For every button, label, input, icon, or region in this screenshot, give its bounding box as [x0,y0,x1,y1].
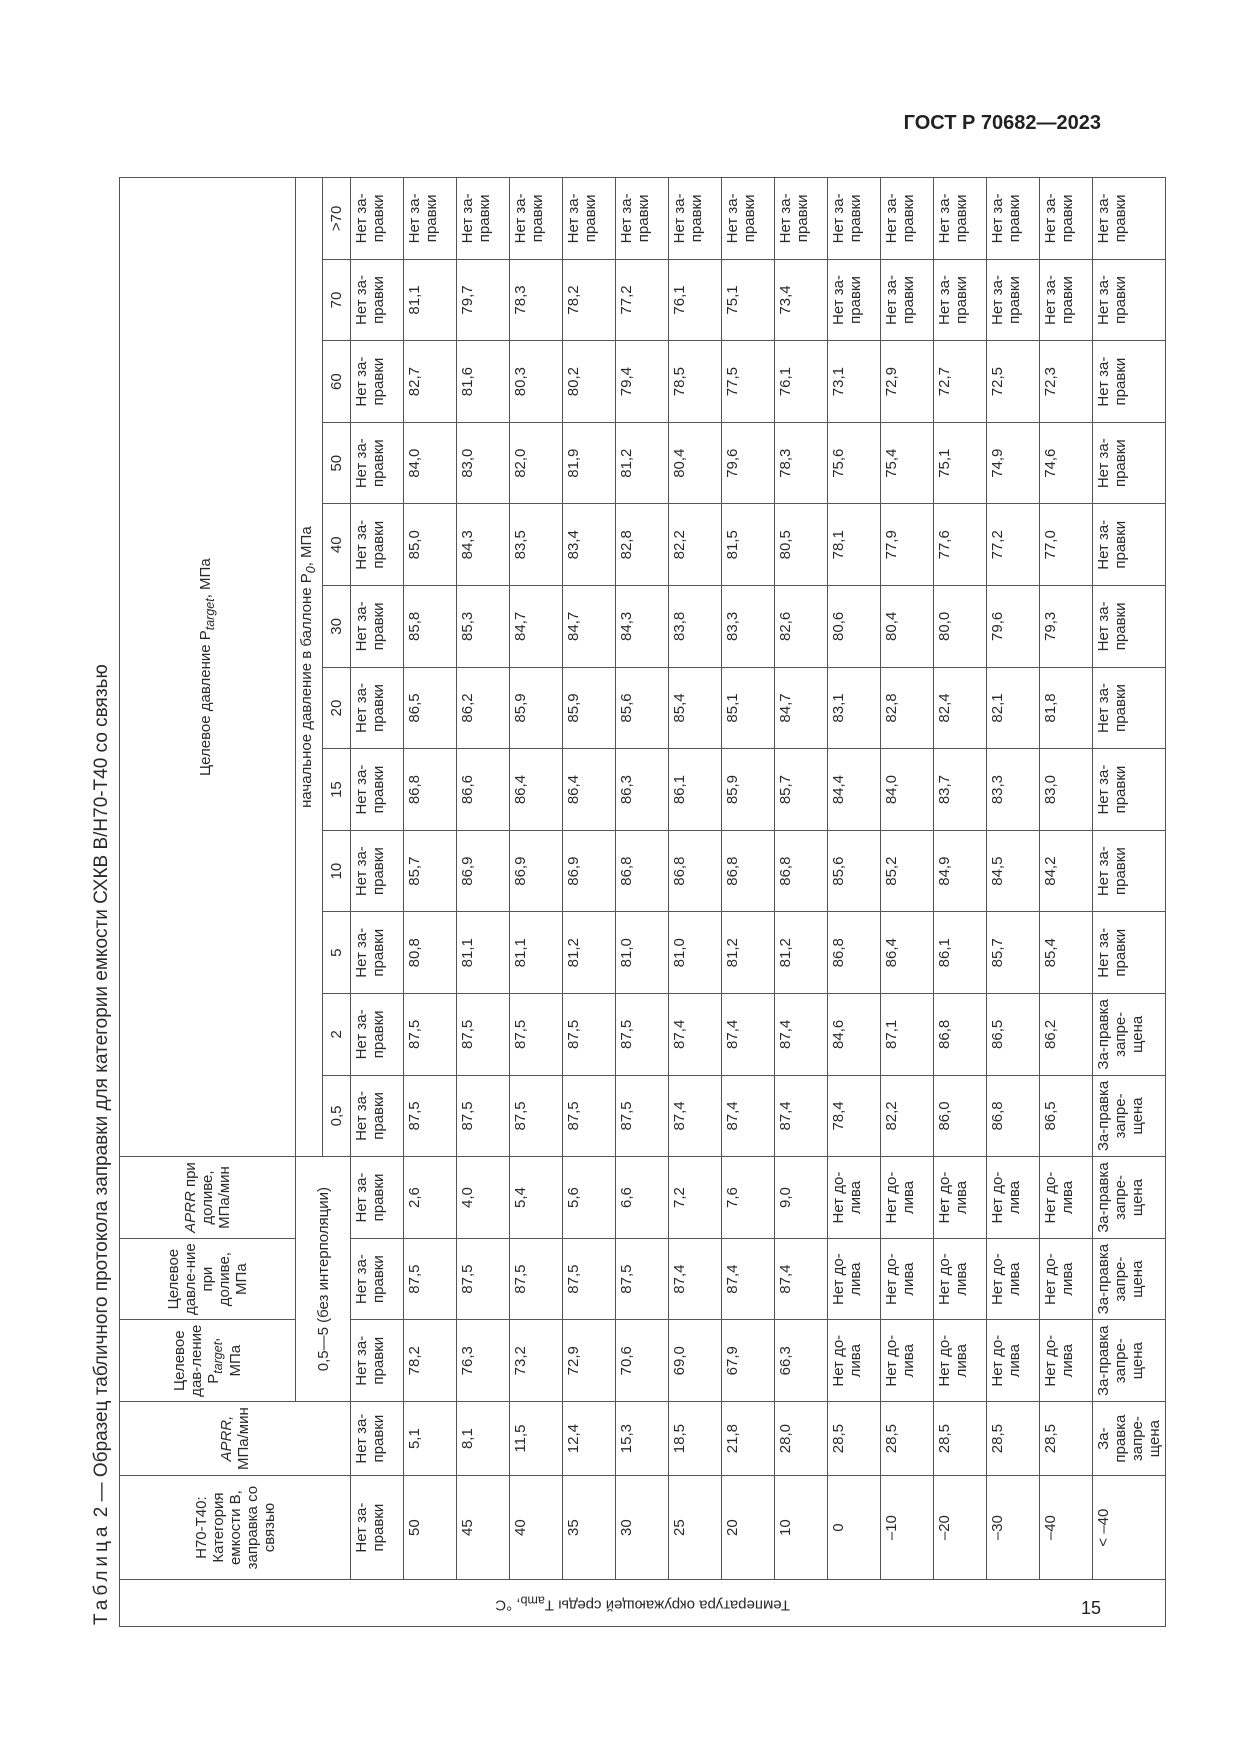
table-cell: 84,7 [510,586,563,668]
table-cell: Нет за-правки [669,178,722,260]
table-cell: 76,1 [775,341,828,423]
table-cell: 81,2 [616,422,669,504]
table-cell: 84,3 [616,586,669,668]
table-cell: 4,0 [457,1157,510,1239]
temperature-cell: 0 [828,1476,881,1580]
table-cell: Нет до-лива [881,1320,934,1402]
table-cell: 21,8 [722,1402,775,1476]
table-cell: Нет до-лива [828,1157,881,1239]
table-cell: 79,7 [457,259,510,341]
table-cell: Нет за-правки [881,178,934,260]
table-cell: 86,2 [1040,994,1093,1076]
temperature-cell: –20 [934,1476,987,1580]
table-cell: 86,4 [510,749,563,831]
temperature-cell: 25 [669,1476,722,1580]
table-cell: 83,3 [722,586,775,668]
table-cell: Нет за-правки [1040,178,1093,260]
table-cell: 75,1 [934,422,987,504]
initial-pressure-header: начальное давление в баллоне $P_0$, МПа [296,178,323,1157]
table-cell: 69,0 [669,1320,722,1402]
temperature-cell: 30 [616,1476,669,1580]
table-cell: 86,9 [563,830,616,912]
table-cell: 87,4 [775,994,828,1076]
table-cell: 87,5 [616,1075,669,1157]
table-cell: 6,6 [616,1157,669,1239]
table-cell: Нет за-правки [351,341,404,423]
table-cell: 86,2 [457,667,510,749]
target-pressure-main-header: Целевое давление $P_{target}$, МПа [120,178,296,1157]
temperature-cell: 45 [457,1476,510,1580]
table-cell: 81,1 [510,912,563,994]
temperature-cell: –10 [881,1476,934,1580]
initial-pressure-value-header: 20 [323,667,351,749]
table-cell: 85,6 [616,667,669,749]
table-cell: 83,0 [457,422,510,504]
table-cell: 82,7 [404,341,457,423]
table-cell: 73,1 [828,341,881,423]
table-row [934,178,987,1627]
table-cell: 82,2 [669,504,722,586]
table-cell: 85,7 [775,749,828,831]
table-row [722,178,775,1627]
table-cell: Нет за-правки [1093,259,1166,341]
table-cell: 80,2 [563,341,616,423]
table-cell: 87,5 [616,1238,669,1320]
table-cell: 77,2 [616,259,669,341]
temperature-cell: < –40 [1093,1476,1166,1580]
table-row [828,178,881,1627]
table-cell: 82,2 [881,1075,934,1157]
table-cell: 72,3 [1040,341,1093,423]
table-cell: 82,0 [510,422,563,504]
table-cell: 84,7 [775,667,828,749]
initial-pressure-value-header: 40 [323,504,351,586]
table-cell: Нет за-правки [510,178,563,260]
table-cell: Нет до-лива [934,1320,987,1402]
table-cell: 86,8 [775,830,828,912]
table-cell: 85,9 [722,749,775,831]
table-cell: Нет за-правки [351,1320,404,1402]
table-cell: Нет за-правки [934,259,987,341]
table-row [616,178,669,1627]
table-cell: 86,4 [563,749,616,831]
table-cell: 18,5 [669,1402,722,1476]
table-cell: 87,4 [775,1075,828,1157]
table-cell: 87,5 [404,1075,457,1157]
table-cell: 81,2 [563,912,616,994]
table-row [457,178,510,1627]
table-cell: За-правка запре-щена [1093,1157,1166,1239]
table-cell: Нет за-правки [351,504,404,586]
table-cell: 79,4 [616,341,669,423]
table-cell: 11,5 [510,1402,563,1476]
table-cell: 72,5 [987,341,1040,423]
table-cell: 86,5 [987,994,1040,1076]
table-row [775,178,828,1627]
table-cell: 77,5 [722,341,775,423]
table-cell: 15,3 [616,1402,669,1476]
table-caption-text: 2 — Образец табличного протокола заправки для категории емкости СХКВ В/Н70-Т40 со связью [91,664,112,1523]
table-cell: 87,5 [616,994,669,1076]
temperature-cell: 35 [563,1476,616,1580]
table-cell: 80,8 [404,912,457,994]
table-row [669,178,722,1627]
table-cell: 9,0 [775,1157,828,1239]
table-cell: 85,9 [510,667,563,749]
table-cell: 85,4 [669,667,722,749]
table-cell: Нет за-правки [351,1402,404,1476]
table-cell: Нет за-правки [351,1075,404,1157]
table-cell: Нет до-лива [934,1238,987,1320]
aprr-topoff-header: APRR при доливе, МПа/мин [120,1157,296,1239]
table-cell: 87,5 [404,1238,457,1320]
table-cell: Нет за-правки [934,178,987,260]
table-cell: 83,4 [563,504,616,586]
initial-pressure-value-header: 5 [323,912,351,994]
table-cell: 75,1 [722,259,775,341]
table-cell: Нет до-лива [881,1238,934,1320]
table-cell: 75,6 [828,422,881,504]
table-cell: Нет за-правки [351,422,404,504]
table-cell: 87,5 [563,1075,616,1157]
table-cell: Нет за-правки [1093,667,1166,749]
initial-pressure-value-header: 2 [323,994,351,1076]
table-cell: 83,3 [987,749,1040,831]
table-cell: 83,1 [828,667,881,749]
table-cell: Нет до-лива [1040,1157,1093,1239]
table-cell: Нет за-правки [351,830,404,912]
table-cell: Нет до-лива [1040,1320,1093,1402]
table-cell: 87,4 [669,1075,722,1157]
header-row-main [120,178,296,1627]
table-cell: Нет до-лива [987,1320,1040,1402]
table-cell: 77,0 [1040,504,1093,586]
table-cell: 79,6 [722,422,775,504]
refueling-protocol-table [119,177,1166,1627]
temperature-cell: 10 [775,1476,828,1580]
table-cell: За-правка запре-щена [1093,994,1166,1076]
table-cell: 81,9 [563,422,616,504]
table-cell: Нет до-лива [934,1157,987,1239]
table-caption [85,177,119,1627]
table-cell: 78,4 [828,1075,881,1157]
table-cell: Нет за-правки [1093,504,1166,586]
table-cell: 86,8 [616,830,669,912]
table-cell: 66,3 [775,1320,828,1402]
table-cell: 85,8 [404,586,457,668]
document-standard-header: ГОСТ Р 70682—2023 [903,112,1101,134]
table-cell: Нет за-правки [1040,259,1093,341]
table-cell: 82,6 [775,586,828,668]
table-cell: 8,1 [457,1402,510,1476]
table-cell: 86,1 [934,912,987,994]
table-cell: Нет за-правки [987,259,1040,341]
table-cell: 87,5 [457,1238,510,1320]
table-cell: Нет за-правки [351,749,404,831]
table-cell: 80,5 [775,504,828,586]
table-cell: 78,3 [775,422,828,504]
table-cell: 84,0 [881,749,934,831]
table-cell: 86,8 [987,1075,1040,1157]
table-cell: 81,5 [722,504,775,586]
table-cell: 85,3 [457,586,510,668]
rotated-table-block [85,177,1163,1627]
table-cell: 80,6 [828,586,881,668]
table-cell: Нет за-правки [351,259,404,341]
table-cell: 86,9 [457,830,510,912]
table-cell: Нет за-правки [881,259,934,341]
table-cell: 7,2 [669,1157,722,1239]
table-cell: 80,4 [669,422,722,504]
initial-pressure-value-header: 60 [323,341,351,423]
table-cell: 28,5 [934,1402,987,1476]
table-cell: 81,0 [616,912,669,994]
table-cell: 28,5 [828,1402,881,1476]
table-cell: 86,0 [934,1075,987,1157]
aprr-header: APRR, МПа/мин [120,1402,351,1476]
temperature-cell: –30 [987,1476,1040,1580]
table-row [881,178,934,1627]
table-cell: 73,4 [775,259,828,341]
target-pressure-header: Целевое дав-ление $P_{target}$, МПа [120,1320,296,1402]
table-cell: 81,0 [669,912,722,994]
table-cell: 79,3 [1040,586,1093,668]
table-cell: 80,4 [881,586,934,668]
category-header: Н70-Т40: Категория емкости В, заправка со связью [120,1476,351,1580]
table-cell: 70,6 [616,1320,669,1402]
table-cell: 82,4 [934,667,987,749]
table-cell: 74,9 [987,422,1040,504]
table-cell: 87,5 [563,994,616,1076]
table-cell: Нет за-правки [1093,586,1166,668]
table-cell: Нет за-правки [987,178,1040,260]
table-cell: Нет за-правки [563,178,616,260]
table-cell: 83,5 [510,504,563,586]
table-cell: 87,5 [510,1075,563,1157]
table-cell: 86,8 [404,749,457,831]
table-cell: Нет за-правки [351,178,404,260]
table-cell: 28,0 [775,1402,828,1476]
initial-pressure-value-header: 30 [323,586,351,668]
initial-pressure-value-header: 70 [323,259,351,341]
initial-pressure-value-header: 15 [323,749,351,831]
table-cell: 77,6 [934,504,987,586]
table-cell: Нет за-правки [1093,341,1166,423]
table-cell: 75,4 [881,422,934,504]
table-cell: 72,9 [563,1320,616,1402]
table-caption-label: Таблица [91,1522,112,1625]
table-cell: 5,4 [510,1157,563,1239]
table-cell: Нет за-правки [351,586,404,668]
table-row [351,178,404,1627]
initial-pressure-value-header: 50 [323,422,351,504]
table-cell: За-правка запре-щена [1093,1075,1166,1157]
table-cell: 67,9 [722,1320,775,1402]
table-cell: 82,8 [881,667,934,749]
table-cell: 77,9 [881,504,934,586]
table-cell: 86,9 [510,830,563,912]
table-cell: 78,3 [510,259,563,341]
table-cell: 72,9 [881,341,934,423]
table-cell: Нет за-правки [775,178,828,260]
table-cell: 82,1 [987,667,1040,749]
table-row [563,178,616,1627]
table-cell: 87,1 [881,994,934,1076]
table-cell: 72,7 [934,341,987,423]
table-cell: 86,4 [881,912,934,994]
table-cell: Нет за-правки [1093,912,1166,994]
table-cell: 84,0 [404,422,457,504]
table-cell: 84,4 [828,749,881,831]
table-cell: 2,6 [404,1157,457,1239]
table-cell: 81,2 [722,912,775,994]
table-row [404,178,457,1627]
table-cell: 85,1 [722,667,775,749]
temperature-cell: 40 [510,1476,563,1580]
temperature-cell: 50 [404,1476,457,1580]
table-cell: 73,2 [510,1320,563,1402]
table-cell: Нет за-правки [351,1157,404,1239]
table-cell: 84,6 [828,994,881,1076]
table-cell: 86,8 [669,830,722,912]
table-cell: 87,5 [457,1075,510,1157]
page-number: 15 [1080,1598,1101,1618]
table-cell: 74,6 [1040,422,1093,504]
table-cell: 81,2 [775,912,828,994]
table-cell: 85,9 [563,667,616,749]
temperature-cell: Нет за-правки [351,1476,404,1580]
initial-pressure-value-header: 10 [323,830,351,912]
table-cell: 82,8 [616,504,669,586]
table-cell: 81,8 [1040,667,1093,749]
table-row [1093,178,1166,1627]
table-cell: 87,4 [722,1075,775,1157]
table-cell: 84,3 [457,504,510,586]
table-cell: 81,6 [457,341,510,423]
table-cell: Нет до-лива [828,1238,881,1320]
table-cell: Нет за-правки [1093,749,1166,831]
table-cell: 83,7 [934,749,987,831]
table-row [510,178,563,1627]
table-cell: Нет до-лива [1040,1238,1093,1320]
table-cell: 87,4 [775,1238,828,1320]
table-cell: 86,8 [934,994,987,1076]
table-cell: 84,5 [987,830,1040,912]
table-cell: 85,4 [1040,912,1093,994]
table-cell: 87,5 [510,1238,563,1320]
ambient-temperature-axis-label: Температура окружающей среды $T_{amb}$, °С [120,1580,1166,1627]
table-cell: 84,9 [934,830,987,912]
table-cell: 87,4 [669,1238,722,1320]
table-cell: 77,2 [987,504,1040,586]
table-cell: 86,3 [616,749,669,831]
table-cell: 78,5 [669,341,722,423]
table-cell: Нет за-правки [351,994,404,1076]
table-cell: 85,7 [987,912,1040,994]
table-cell: 86,5 [1040,1075,1093,1157]
table-cell: Нет за-правки [1093,178,1166,260]
initial-pressure-value-header: >70 [323,178,351,260]
table-cell: 78,2 [563,259,616,341]
initial-pressure-value-header: 0,5 [323,1075,351,1157]
table-cell: 78,1 [828,504,881,586]
table-row [987,178,1040,1627]
interpolation-header: 0,5—5 (без интерполяции) [296,1157,351,1402]
temperature-cell: –40 [1040,1476,1093,1580]
table-cell: 87,4 [669,994,722,1076]
table-cell: Нет за-правки [616,178,669,260]
table-cell: 83,0 [1040,749,1093,831]
table-cell: Нет за-правки [351,1238,404,1320]
table-cell: Нет до-лива [828,1320,881,1402]
table-cell: 87,5 [510,994,563,1076]
table-cell: 81,1 [404,259,457,341]
table-cell: 81,1 [457,912,510,994]
table-cell: 85,7 [404,830,457,912]
table-cell: 12,4 [563,1402,616,1476]
table-cell: 76,1 [669,259,722,341]
table-cell: 87,5 [457,994,510,1076]
table-cell: 86,1 [669,749,722,831]
table-cell: 28,5 [987,1402,1040,1476]
table-cell: За-правка запре-щена [1093,1238,1166,1320]
table-cell: 76,3 [457,1320,510,1402]
table-cell: Нет за-правки [828,178,881,260]
temperature-cell: 20 [722,1476,775,1580]
table-cell: 28,5 [881,1402,934,1476]
table-cell: Нет за-правки [828,259,881,341]
table-cell: 5,6 [563,1157,616,1239]
table-cell: Нет до-лива [987,1238,1040,1320]
table-cell: 84,7 [563,586,616,668]
table-cell: 85,2 [881,830,934,912]
table-cell: 85,0 [404,504,457,586]
table-cell: 87,4 [722,994,775,1076]
table-cell: 86,6 [457,749,510,831]
table-cell: 80,3 [510,341,563,423]
table-cell: 87,4 [722,1238,775,1320]
table-cell: Нет за-правки [351,912,404,994]
table-cell: 7,6 [722,1157,775,1239]
table-cell: 28,5 [1040,1402,1093,1476]
table-cell: Нет за-правки [1093,830,1166,912]
table-cell: 86,5 [404,667,457,749]
table-cell: 87,5 [404,994,457,1076]
table-cell: Нет за-правки [1093,422,1166,504]
table-cell: 83,8 [669,586,722,668]
table-cell: Нет за-правки [351,667,404,749]
table-cell: 86,8 [722,830,775,912]
table-cell: Нет за-правки [722,178,775,260]
table-cell: 79,6 [987,586,1040,668]
table-cell: Нет за-правки [457,178,510,260]
table-cell: Нет за-правки [404,178,457,260]
table-cell: 80,0 [934,586,987,668]
table-cell: Нет до-лива [987,1157,1040,1239]
table-cell: 87,5 [563,1238,616,1320]
target-pressure-topoff-header: Целевое давле-ние при доливе, МПа [120,1238,296,1320]
table-cell: За-правка запре-щена [1093,1320,1166,1402]
table-cell: 84,2 [1040,830,1093,912]
table-cell: 78,2 [404,1320,457,1402]
table-cell: 5,1 [404,1402,457,1476]
table-cell: Нет до-лива [881,1157,934,1239]
table-cell: За-правка запре-щена [1093,1402,1166,1476]
table-cell: 85,6 [828,830,881,912]
table-cell: 86,8 [828,912,881,994]
table-row [1040,178,1093,1627]
